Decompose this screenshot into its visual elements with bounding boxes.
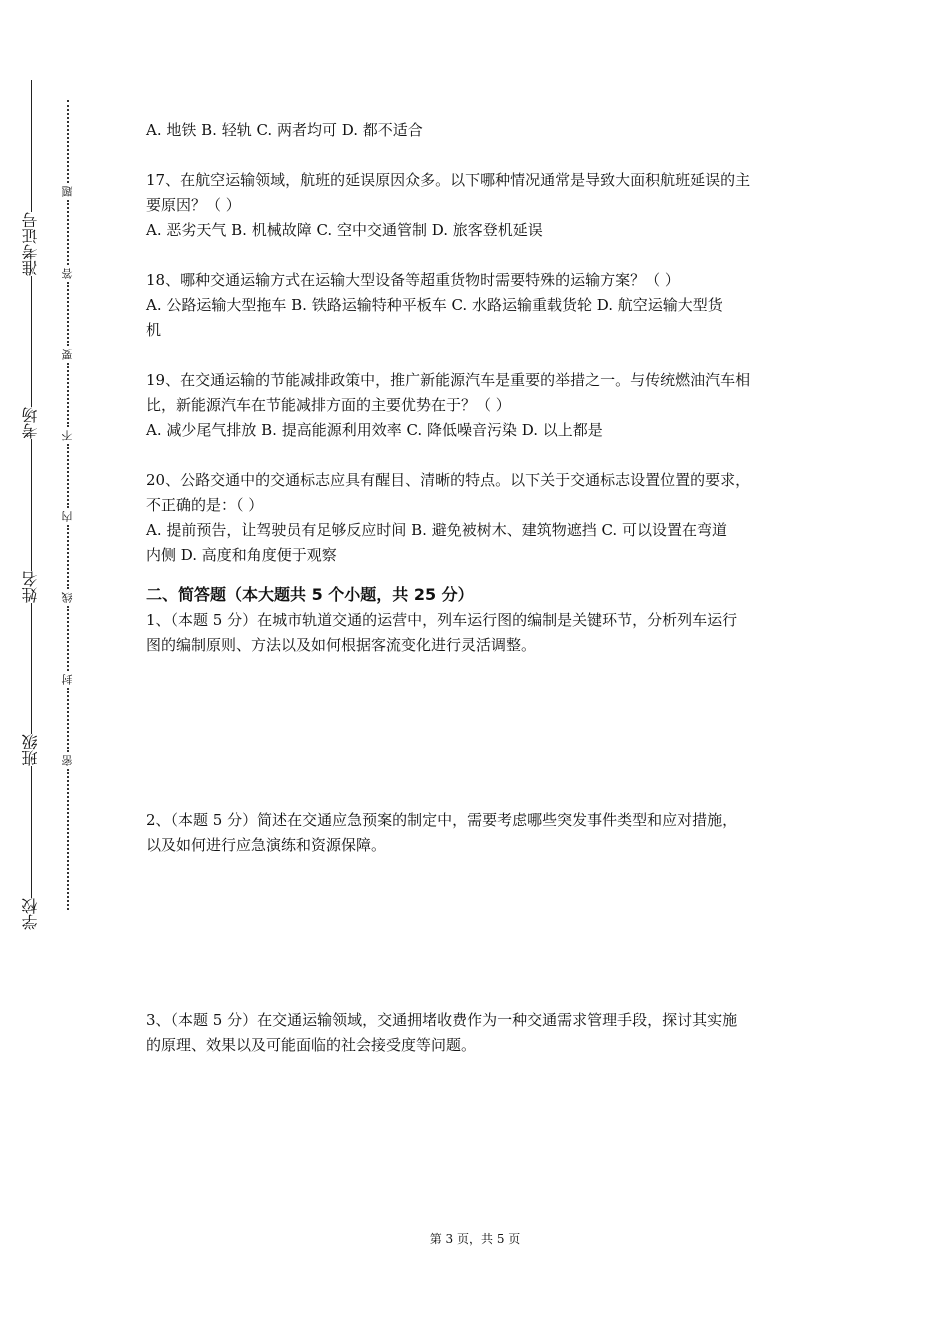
text-line: 以及如何进行应急演练和资源保障。 [146,836,387,854]
label-class: 班级 [21,734,40,767]
short-answer-2 [146,808,811,858]
text-line: 17、在航空运输领域，航班的延误原因众多。以下哪种情况通常是导致大面积航班延误的主 [146,171,751,189]
text-line: 机 [146,321,162,339]
text-line: 不正确的是：（ ） [146,496,264,514]
text-line: 的原理、效果以及可能面临的社会接受度等问题。 [146,1036,477,1054]
section-title: 二、简答题（本大题共 5 个小题，共 25 分） [146,585,474,604]
text-line: A. 地铁 B. 轻轨 C. 两者均可 D. 都不适合 [146,121,423,139]
seal-char: 密 [61,754,74,766]
label-name: 姓名 [21,570,40,603]
label-school: 学校 [21,897,40,930]
text-line: A. 恶劣天气 B. 机械故障 C. 空中交通管制 D. 旅客登机延误 [146,221,543,239]
question-18 [146,268,811,343]
text-line: 要原因？（ ） [146,196,241,214]
underline-school [31,766,32,898]
text-line: 比，新能源汽车在节能减排方面的主要优势在于？（ ） [146,396,511,414]
answer-space[interactable] [146,858,811,1008]
text-line: 18、哪种交通运输方式在运输大型设备等超重货物时需要特殊的运输方案？（ ） [146,271,680,289]
seal-char: 封 [61,673,74,685]
underline-exam-number [31,80,32,212]
seal-char: 线 [61,592,74,604]
underline-exam-room [31,276,32,408]
underline-name [31,439,32,571]
question-16-options [146,118,811,143]
seal-char: 题 [61,186,74,198]
text-line: A. 公路运输大型拖车 B. 铁路运输特种平板车 C. 水路运输重载货轮 D. 航空运输大型货 [146,296,723,314]
binding-info-column [18,80,44,930]
text-line: 3、（本题 5 分）在交通运输领域，交通拥堵收费作为一种交通需求管理手段，探讨其实施 [146,1011,738,1029]
text-line: 图的编制原则、方法以及如何根据客流变化进行灵活调整。 [146,636,537,654]
text-line: 内侧 D. 高度和角度便于观察 [146,546,337,564]
text-line: 20、公路交通中的交通标志应具有醒目、清晰的特点。以下关于交通标志设置位置的要求， [146,471,751,489]
question-17 [146,168,811,243]
question-19 [146,368,811,443]
text-line: 2、（本题 5 分）简述在交通应急预案的制定中，需要考虑哪些突发事件类型和应对措施， [146,811,738,829]
seal-char: 要 [61,348,74,360]
text-line: A. 减少尾气排放 B. 提高能源利用效率 C. 降低噪音污染 D. 以上都是 [146,421,603,439]
seal-line [58,100,78,910]
text-line: A. 提前预告，让驾驶员有足够反应时间 B. 避免被树木、建筑物遮挡 C. 可以设置在弯道 [146,521,727,539]
text-line: 19、在交通运输的节能减排政策中，推广新能源汽车是重要的举措之一。与传统燃油汽车相 [146,371,751,389]
short-answer-3 [146,1008,811,1058]
label-exam-room: 考场 [21,407,40,440]
underline-class [31,603,32,735]
seal-char: 内 [61,511,74,523]
page-number: 第 3 页，共 5 页 [429,1232,521,1246]
question-20 [146,468,811,568]
seal-char: 答 [61,267,74,279]
short-answer-1 [146,608,811,658]
label-exam-number: 准考证号 [21,211,40,276]
text-line: 1、（本题 5 分）在城市轨道交通的运营中，列车运行图的编制是关键环节，分析列车运行 [146,611,738,629]
seal-char: 不 [61,430,74,442]
answer-space[interactable] [146,658,811,808]
exam-content [146,118,811,1058]
